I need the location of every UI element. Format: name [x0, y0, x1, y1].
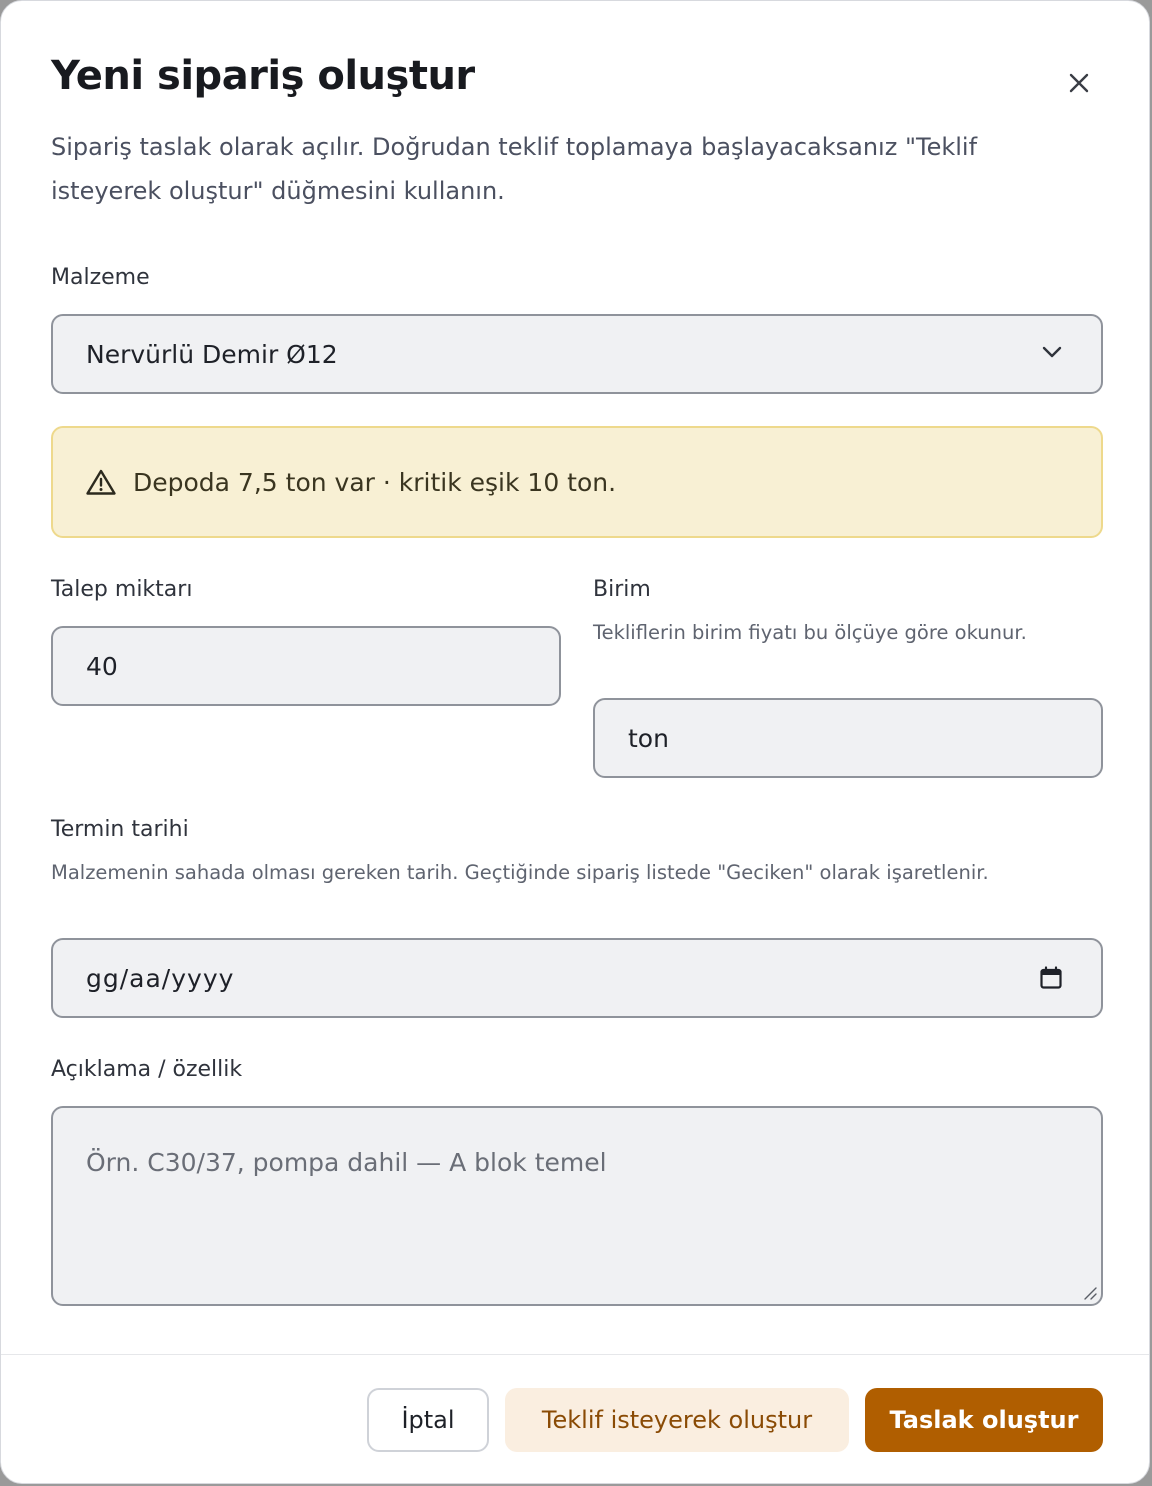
warning-icon	[85, 468, 117, 496]
description-label: Açıklama / özellik	[51, 1057, 243, 1082]
material-label: Malzeme	[51, 265, 150, 290]
close-button[interactable]	[1059, 63, 1099, 103]
dialog-description: Sipariş taslak olarak açılır. Doğrudan teklif toplamaya başlayacaksanız "Teklif isteyerek oluştur" düğmesini kullanın.	[51, 133, 978, 205]
material-select[interactable]	[51, 314, 1103, 394]
create-with-quote-button[interactable]: Teklif isteyerek oluştur	[505, 1388, 849, 1452]
chevron-down-icon	[1041, 345, 1063, 359]
unit-hint: Tekliflerin birim fiyatı bu ölçüye göre okunur.	[593, 621, 1027, 644]
due-date-placeholder: gg/aa/yyyy	[86, 963, 235, 993]
description-placeholder: Örn. C30/37, pompa dahil — A blok temel	[86, 1148, 607, 1177]
due-date-input[interactable]	[51, 938, 1103, 1018]
calendar-icon[interactable]	[1039, 966, 1063, 990]
dialog-title: Yeni sipariş oluştur	[51, 53, 475, 99]
quantity-label: Talep miktarı	[51, 577, 193, 602]
alert-text: Depoda 7,5 ton var · kritik eşik 10 ton.	[133, 467, 617, 497]
quantity-value: 40	[86, 651, 118, 681]
create-draft-button[interactable]: Taslak oluştur	[865, 1388, 1103, 1452]
close-icon	[1068, 72, 1090, 94]
unit-input[interactable]	[593, 698, 1103, 778]
stock-warning-alert	[51, 426, 1103, 538]
due-date-hint: Malzemenin sahada olması gereken tarih. Geçtiğinde sipariş listede "Geciken" olarak işaretlenir.	[51, 861, 989, 884]
unit-label: Birim	[593, 577, 651, 602]
quantity-input[interactable]	[51, 626, 561, 706]
resize-handle-icon[interactable]	[1081, 1284, 1097, 1300]
unit-value: ton	[628, 723, 669, 753]
footer-divider	[1, 1354, 1150, 1355]
due-date-label: Termin tarihi	[51, 817, 189, 842]
cancel-button[interactable]: İptal	[367, 1388, 489, 1452]
material-value: Nervürlü Demir Ø12	[86, 339, 338, 369]
description-textarea[interactable]	[51, 1106, 1103, 1306]
